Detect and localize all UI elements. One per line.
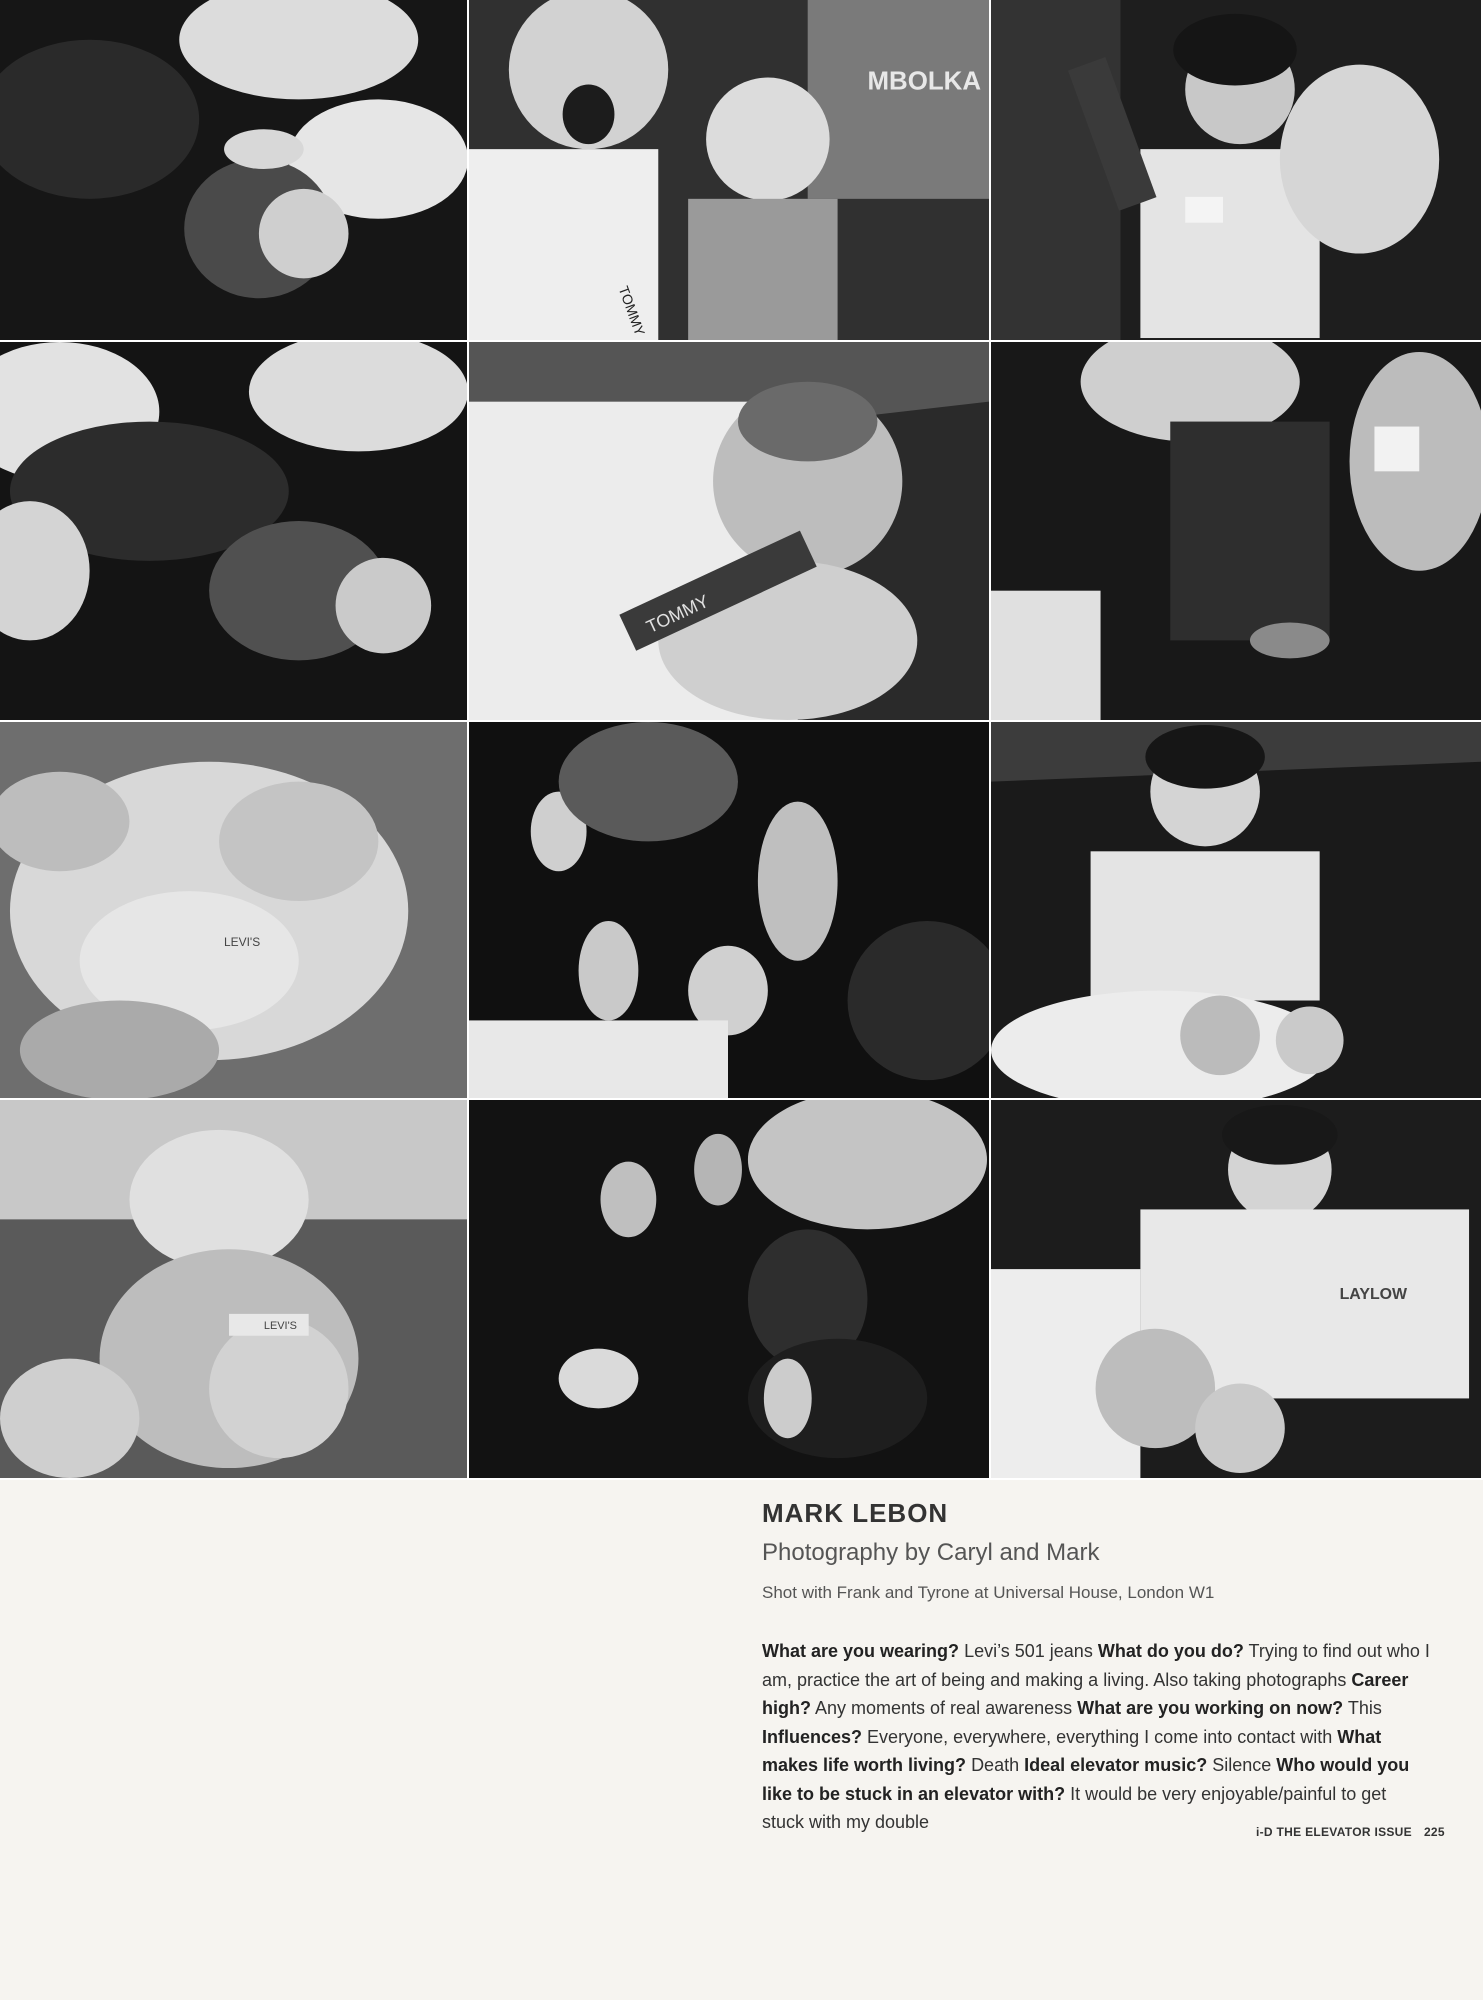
answer: Trying to find out who I am, practice the art of being and making a living. Also taking photographs <box>762 1641 1430 1690</box>
answer: Levi’s 501 jeans <box>964 1641 1093 1661</box>
shirt-logo-text: LAYLOW <box>1339 1285 1408 1303</box>
question: What do you do? <box>1097 1641 1244 1661</box>
answer: Any moments of real awareness <box>815 1698 1073 1718</box>
article-title: MARK LEBON <box>762 1498 949 1528</box>
photo-teen-sitting-2 <box>991 1100 1483 1480</box>
photo-group-standing <box>991 342 1483 722</box>
hat-label-text-1: LEVI'S <box>224 934 261 949</box>
page-number: 225 <box>1423 1825 1445 1839</box>
question: What are you working on now? <box>1077 1698 1344 1718</box>
hat-label-text-2: LEVI'S <box>263 1319 297 1332</box>
lanyard-text-1: TOMMY <box>615 283 649 338</box>
answer: Death <box>971 1755 1020 1775</box>
photo-man-and-child-shouting <box>469 0 991 342</box>
qa-paragraph <box>762 1637 1432 1837</box>
shot-info: Shot with Frank and Tyrone at Universal House, London W1 <box>762 1583 1215 1602</box>
answer: Everyone, everywhere, everything I come into contact with <box>867 1726 1333 1747</box>
photo-child-on-floor-2 <box>0 342 469 722</box>
question: Career high? <box>762 1669 1409 1718</box>
photo-child-on-floor-1 <box>0 0 469 342</box>
photo-man-with-lanyard <box>469 342 991 722</box>
photo-feet-on-floor-2 <box>469 1100 991 1480</box>
article-subtitle: Photography by Caryl and Mark <box>762 1539 1100 1566</box>
photo-hands-on-hat <box>0 722 469 1100</box>
question: What makes life worth living? <box>762 1726 1382 1775</box>
answer: It would be very enjoyable/painful to get stuck with my double <box>762 1783 1387 1832</box>
photo-teen-sitting-1 <box>991 722 1483 1100</box>
answer: Silence <box>1212 1755 1272 1775</box>
question: Ideal elevator music? <box>1024 1755 1208 1775</box>
photo-feet-on-floor-1 <box>469 722 991 1100</box>
question: Influences? <box>762 1726 863 1747</box>
lanyard-text-2: TOMMY <box>643 590 712 637</box>
question: What are you wearing? <box>762 1641 960 1661</box>
magazine-issue: i-D THE ELEVATOR ISSUE <box>1256 1825 1412 1839</box>
question: Who would you like to be stuck in an elevator with? <box>762 1755 1410 1804</box>
answer: This <box>1347 1698 1382 1718</box>
photo-teen-and-child-1 <box>991 0 1483 342</box>
page-footer <box>1256 1825 1445 1839</box>
photo-child-waving <box>0 1100 469 1480</box>
article <box>762 1498 1432 1837</box>
shirt-print-text: MBOLKA <box>867 67 982 96</box>
